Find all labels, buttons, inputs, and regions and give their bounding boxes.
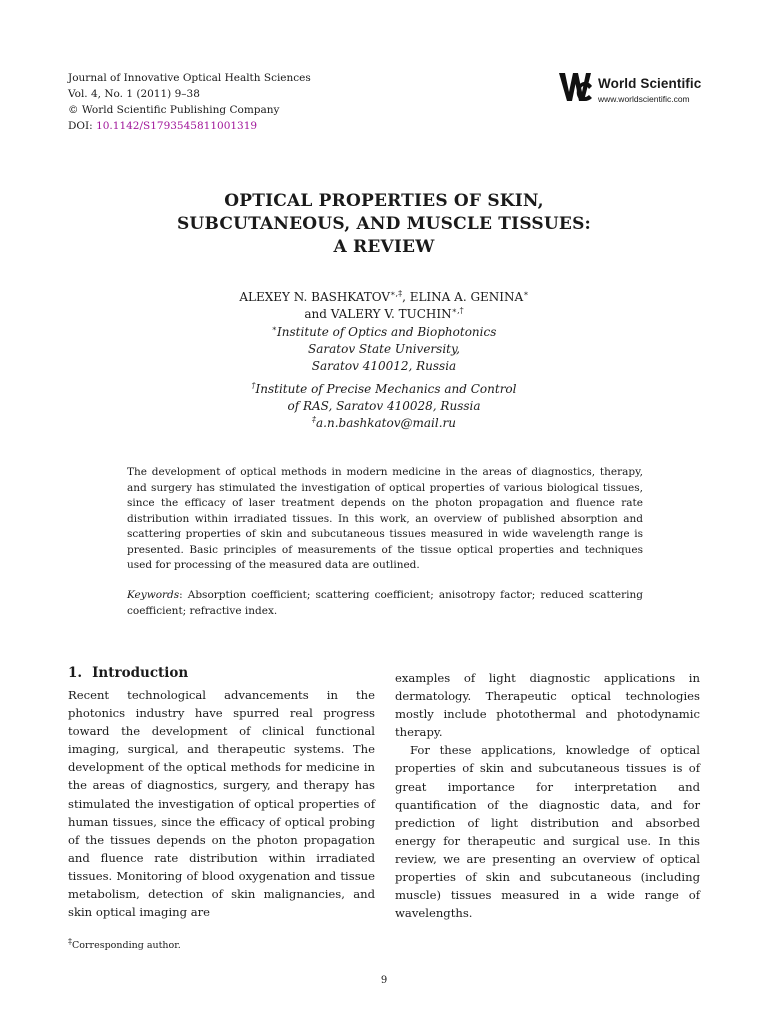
journal-volume: Vol. 4, No. 1 (2011) 9–38 (68, 88, 200, 100)
author-marks: ∗ (523, 289, 529, 298)
footnote-text: Corresponding author. (72, 940, 181, 951)
abstract: The development of optical methods in modern medicine in the areas of diagnostics, therapy, and surgery has stimulated the investigation of optical properties of various biological tissues, since the efficacy of laser treatment depends on the photon propagation and fluence rate distribution within irradiated tissues. In this work, an overview of published absorption and scattering properties of skin and subcutaneous tissues measured in wide wavelength range is presented. Basic principles of measurements of the tissue optical properties and techniques used for processing of the measured data are outlined. (127, 466, 643, 571)
journal-copyright: © World Scientific Publishing Company (68, 104, 280, 116)
affiliation-1-line-2: Saratov State University, (308, 342, 460, 356)
affiliation-mark: ∗ (271, 324, 278, 333)
affiliation-mark: † (251, 381, 256, 390)
author-genina: , ELINA A. GENINA (402, 290, 524, 304)
paper-title-line-1: OPTICAL PROPERTIES OF SKIN, (224, 191, 544, 211)
section-title: Introduction (92, 665, 189, 681)
page-number: 9 (380, 975, 388, 986)
author-bashkatov: ALEXEY N. BASHKATOV (239, 290, 391, 304)
author-marks: ∗,† (451, 306, 464, 315)
authors-line-2 (100, 306, 668, 323)
footnote-mark: ‡ (68, 936, 72, 946)
publisher-name: World Scientific (598, 76, 702, 91)
publisher-url: www.worldscientific.com (598, 94, 690, 104)
affiliation-1-line-1 (100, 324, 668, 341)
affiliation-2-line-2: of RAS, Saratov 410028, Russia (287, 399, 481, 413)
author-tuchin: and VALERY V. TUCHIN (304, 307, 452, 321)
footnote (68, 936, 181, 951)
body-paragraph: examples of light diagnostic applications in dermatology. Therapeutic optical technologies mostly include photothermal and photodynamic therapy. (395, 671, 700, 740)
journal-doi (68, 118, 311, 134)
doi-link[interactable]: 10.1142/S1793545811001319 (96, 120, 258, 132)
doi-label: DOI: (68, 120, 97, 132)
keywords-text: : Absorption coefficient; scattering coefficient; anisotropy factor; reduced scattering coefficient; refractive index. (127, 589, 643, 617)
left-column (68, 686, 375, 921)
journal-name: Journal of Innovative Optical Health Sciences (68, 72, 311, 84)
paper-title-line-2: SUBCUTANEOUS, AND MUSCLE TISSUES: (176, 214, 592, 234)
publisher-logo (558, 70, 708, 110)
affiliation-1-line-3: Saratov 410012, Russia (311, 359, 457, 373)
email-text[interactable]: a.n.bashkatov@mail.ru (316, 416, 456, 430)
body-paragraph: For these applications, knowledge of optical properties of skin and subcutaneous tissues is of great importance for interpretation and quantification of the diagnostic data, and for prediction of light distribution and absorbed energy for therapeutic and surgical use. In this review, we are presenting an overview of optical properties of skin and subcutaneous (including muscle) tissues measured in a wide range of wavelengths. (395, 743, 700, 921)
affiliation-text: Institute of Precise Mechanics and Control (255, 382, 517, 396)
section-number: 1. (68, 665, 83, 681)
paper-title-line-3: A REVIEW (333, 237, 435, 257)
section-heading (68, 665, 188, 681)
keywords-label: Keywords (127, 589, 180, 601)
journal-header (68, 70, 311, 134)
email-mark: ‡ (312, 415, 316, 424)
authors-line-1 (100, 289, 668, 306)
right-column (395, 669, 700, 922)
affiliation-text: Institute of Optics and Biophotonics (277, 325, 497, 339)
author-email (100, 415, 668, 432)
affiliation-2-line-1 (100, 381, 668, 398)
world-scientific-logo-icon (558, 70, 594, 104)
body-paragraph: Recent technological advancements in the photonics industry have spurred real progress toward the development of clinical functional imaging, surgical, and therapeutic systems. The development of the optical methods for medicine in the areas of diagnostics, surgery, and therapy has stimulated the investigation of optical properties of human tissues, since the efficacy of optical probing of the tissues depends on the photon propagation and fluence rate distribution within irradiated tissues. Monitoring of blood oxygenation and tissue metabolism, detection of skin malignancies, and skin optical imaging are (68, 688, 375, 920)
keywords (127, 588, 643, 619)
author-marks: ∗,‡ (390, 289, 403, 298)
